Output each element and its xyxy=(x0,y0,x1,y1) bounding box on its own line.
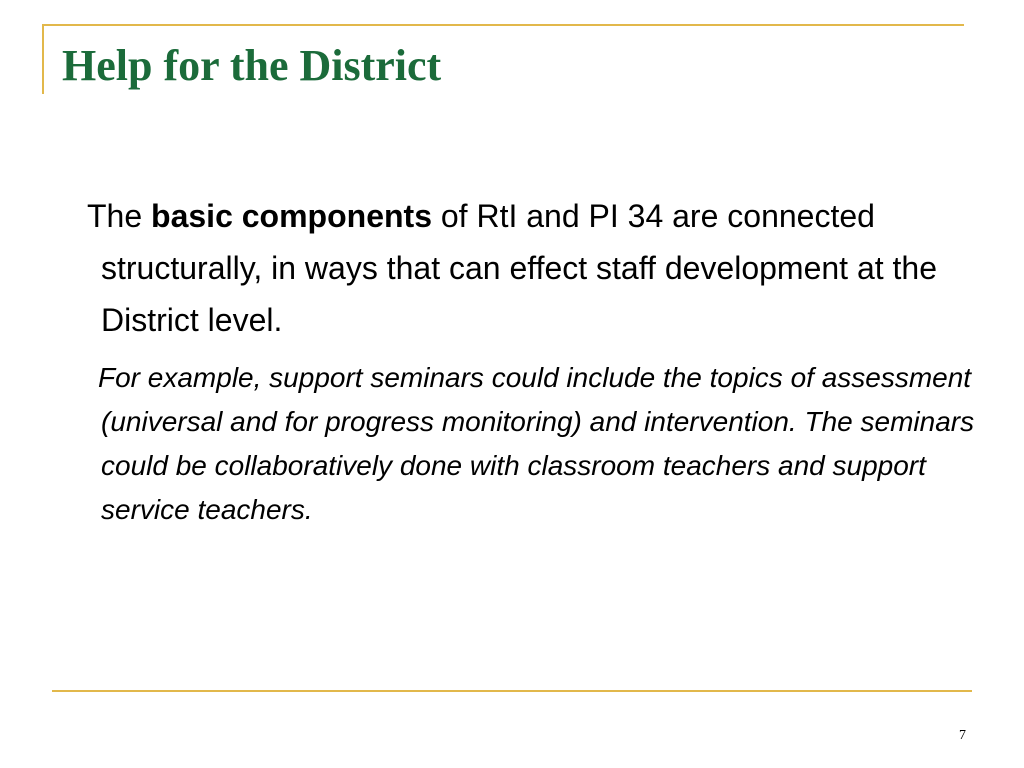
main-paragraph-lead: The xyxy=(87,198,152,234)
main-paragraph xyxy=(87,190,977,346)
example-paragraph: For example, support seminars could include the topics of assessment (universal and for progress monitoring) and intervention. The seminars could be collaboratively done with classroom teachers and support service teachers. xyxy=(98,362,975,525)
slide-body xyxy=(87,190,977,532)
footer-accent-rule xyxy=(52,690,972,692)
main-paragraph-emphasis: basic components xyxy=(151,198,432,234)
slide-title: Help for the District xyxy=(62,41,442,90)
page-number: 7 xyxy=(959,728,966,743)
main-paragraph-rest: of RtI and PI 34 are connected structurally, in ways that can effect staff development at the District level. xyxy=(101,198,937,338)
left-accent-rule xyxy=(42,24,44,94)
top-accent-rule xyxy=(42,24,964,26)
